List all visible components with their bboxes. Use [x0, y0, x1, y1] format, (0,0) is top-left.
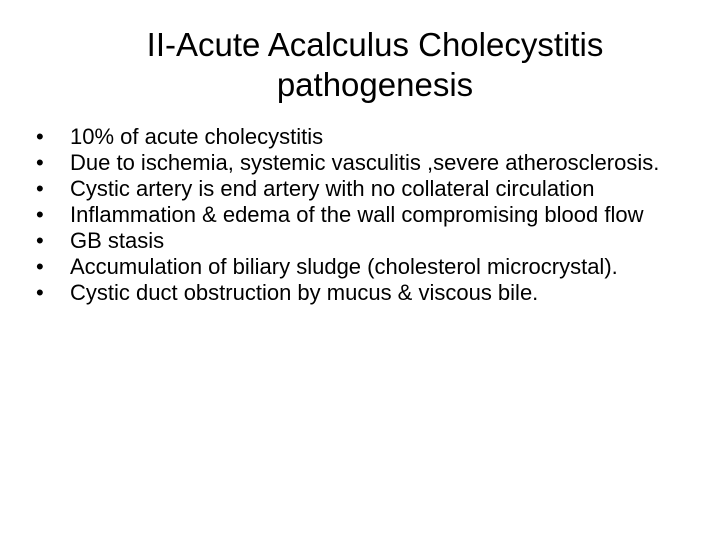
bullet-dot: •	[36, 176, 44, 201]
bullet-text: Cystic duct obstruction by mucus & viscous bile.	[70, 280, 539, 305]
slide-title	[50, 25, 700, 105]
bullet-text: Inflammation & edema of the wall compromising blood flow	[70, 202, 644, 227]
bullet-text: GB stasis	[70, 228, 165, 253]
bullet-dot: •	[36, 228, 44, 253]
bullet-text: 10% of acute cholecystitis	[70, 124, 324, 149]
bullet-dot: •	[36, 280, 44, 305]
bullet-item	[36, 255, 706, 279]
bullet-item	[36, 177, 706, 201]
bullet-item	[36, 125, 706, 149]
bullet-item	[36, 151, 706, 175]
bullet-dot: •	[36, 254, 44, 279]
bullet-dot: •	[36, 202, 44, 227]
bullet-item	[36, 229, 706, 253]
bullet-text: Due to ischemia, systemic vasculitis ,severe atherosclerosis.	[70, 150, 660, 175]
bullet-dot: •	[36, 150, 44, 175]
bullet-text: Accumulation of biliary sludge (cholesterol microcrystal).	[70, 254, 618, 279]
title-line-1: II-Acute Acalculus Cholecystitis	[146, 26, 604, 63]
bullet-text: Cystic artery is end artery with no collateral circulation	[70, 176, 595, 201]
title-line-2: pathogenesis	[276, 66, 474, 103]
bullet-item	[36, 281, 706, 305]
bullet-dot: •	[36, 124, 44, 149]
bullet-item	[36, 203, 706, 227]
bullet-list	[36, 125, 706, 307]
